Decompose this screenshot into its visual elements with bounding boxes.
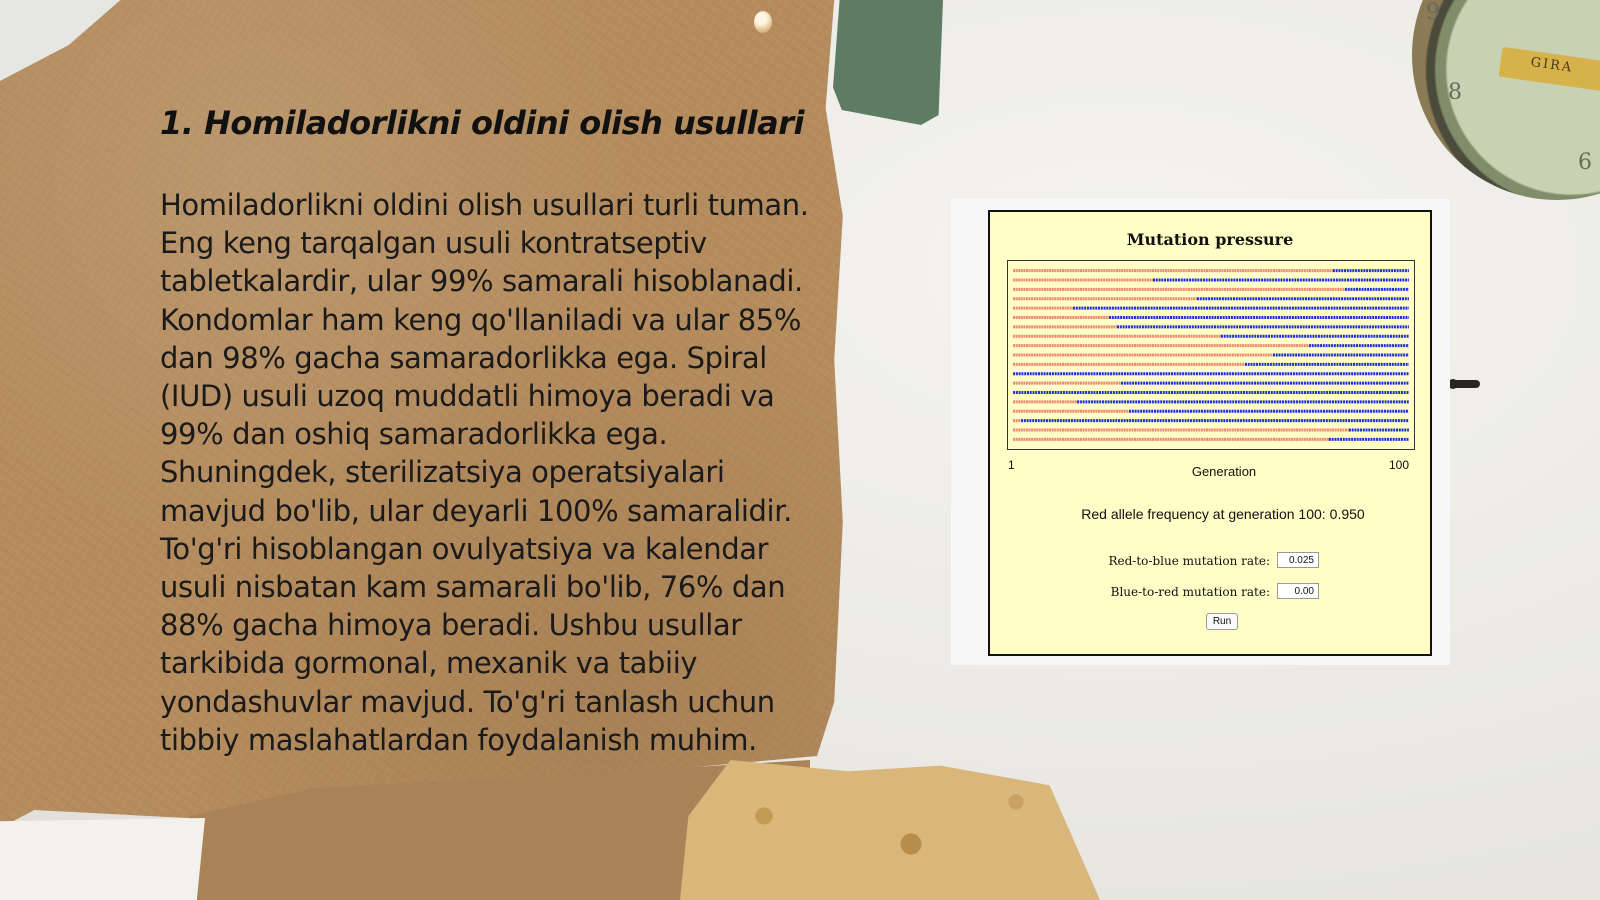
result-line (990, 506, 1430, 522)
x-axis-label: Generation (1191, 464, 1257, 479)
simulation-title: Mutation pressure (1126, 230, 1294, 249)
ink-mark (1450, 380, 1480, 388)
x-axis-max-label: 100 (1389, 458, 1410, 472)
blue-to-red-rate-input[interactable] (1277, 583, 1319, 599)
red-to-blue-label: Red-to-blue mutation rate: (1108, 554, 1270, 568)
slide-body-text: Homiladorlikni oldini olish usullari turli tuman. Eng keng tarqalgan usuli kontratseptiv tabletkalardir, ular 99% samarali hisoblanadi. Kondomlar ham keng qo'llaniladi va ular 85% dan 98% gacha samaradorlikka ega. Spiral (IUD) usuli uzoq muddatli himoya beradi va 99% dan oshiq samaradorlikka ega. Shuningdek, sterilizatsiya operatsiyalari mavjud bo'lib, ular deyarli 100% samaralidir. To'g'ri hisoblangan ovulyatsiya va kalendar usuli nisbatan kam samarali bo'lib, 76% dan 88% gacha himoya beradi. Ushbu usullar tarkibida gormonal, mexanik va tabiiy yondashuvlar mavjud. To'g'ri tanlash uchun tibbiy maslahatlardan foydalanish muhim. (160, 188, 809, 757)
clock-number: 6 (1578, 150, 1592, 175)
allele-plot (1007, 260, 1415, 450)
paper-scrap-bottom-left (0, 818, 205, 900)
blue-to-red-label: Blue-to-red mutation rate: (1110, 585, 1270, 599)
clock-number: 8 (1448, 80, 1462, 105)
red-to-blue-rate-input[interactable] (1277, 552, 1319, 568)
clock-badge-text: GIRA (1529, 54, 1575, 76)
slide-title: 1. Homiladorlikni oldini olish usullari (160, 104, 804, 142)
run-button[interactable]: Run (1206, 613, 1238, 630)
x-axis-min-label: 1 (1008, 458, 1015, 472)
pin-icon (754, 11, 772, 33)
result-value: 0.950 (1329, 506, 1365, 522)
result-label: Red allele frequency at generation 100: (1081, 506, 1326, 522)
mutation-simulation (988, 210, 1432, 656)
clock-number: 9 (1426, 0, 1440, 25)
